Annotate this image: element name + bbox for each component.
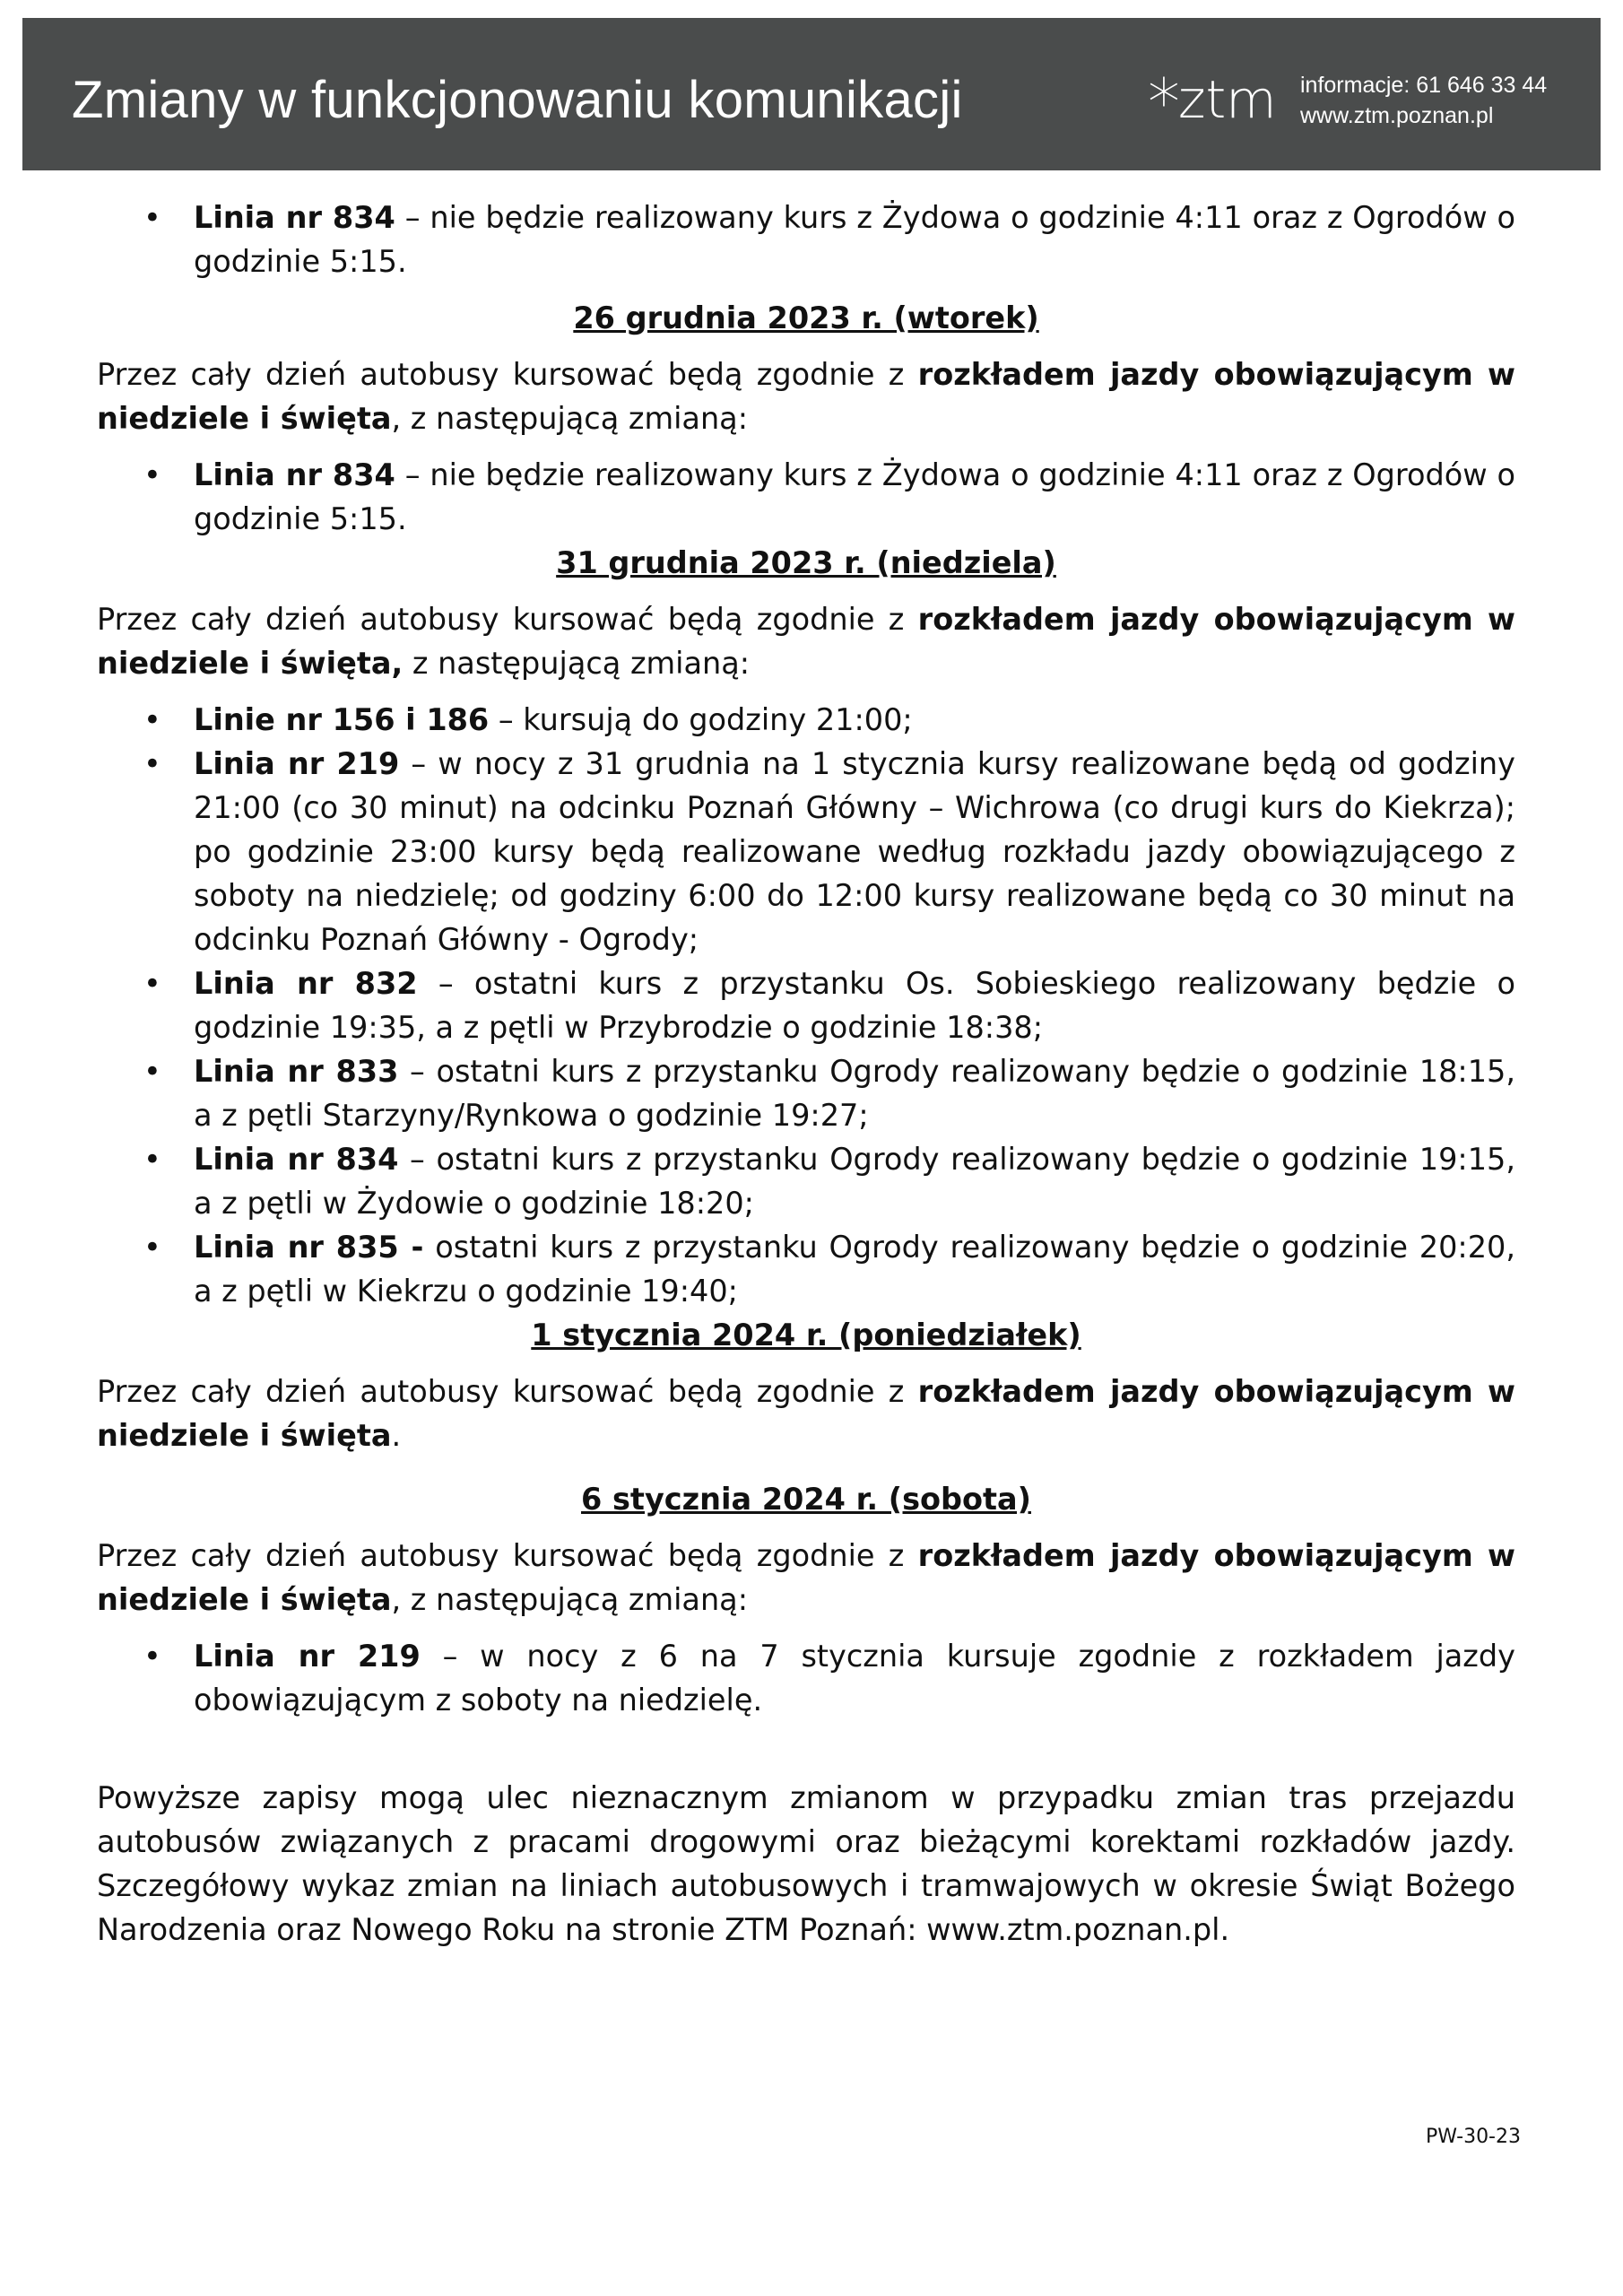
page-code: PW-30-23 xyxy=(1426,2126,1521,2148)
section-list xyxy=(97,698,1515,1313)
item-text: – ostatni kurs z przystanku Os. Sobieskiego realizowany będzie o godzinie 19:35, a z pętli w Przybrodzie o godzinie 18:38; xyxy=(194,966,1515,1045)
item-text: – nie będzie realizowany kurs z Żydowa o godzinie 4:11 oraz z Ogrodów o godzinie 5:15. xyxy=(194,200,1515,279)
list-item xyxy=(97,742,1515,961)
section-heading: 6 stycznia 2024 r. (sobota) xyxy=(581,1482,1031,1517)
list-item xyxy=(97,1634,1515,1722)
footer-note: Powyższe zapisy mogą ulec nieznacznym zmianom w przypadku zmian tras przejazdu autobusów związanych z pracami drogowymi oraz bieżącymi korektami rozkładów jazdy. Szczegółowy wykaz zmian na liniach autobusowych i tramwajowych w okresie Świąt Bożego Narodzenia oraz Nowego Roku na stronie ZTM Poznań: www.ztm.poznan.pl. xyxy=(97,1780,1515,1947)
contact-phone: informacje: 61 646 33 44 xyxy=(1300,73,1548,98)
line-number: Linia nr 834 xyxy=(194,1142,399,1177)
list-item xyxy=(97,1225,1515,1313)
line-number: Linie nr 156 i 186 xyxy=(194,702,490,737)
bullet-icon: • xyxy=(143,457,161,492)
bullet-icon: • xyxy=(143,966,161,1001)
list-item xyxy=(97,1049,1515,1137)
section-heading: 1 stycznia 2024 r. (poniedziałek) xyxy=(531,1318,1081,1352)
list-item xyxy=(97,453,1515,541)
bullet-icon: • xyxy=(143,746,161,781)
line-number: Linia nr 834 xyxy=(194,457,395,492)
list-item xyxy=(97,961,1515,1049)
contact-info xyxy=(1300,70,1547,131)
section-list xyxy=(97,453,1515,541)
item-text: – w nocy z 31 grudnia na 1 stycznia kursy realizowane będą od godziny 21:00 (co 30 minut) na odcinku Poznań Główny – Wichrowa (co drugi kurs do Kiekrza); po godzinie 23:00 kursy będą realizowane według rozkładu jazdy obowiązującego z soboty na niedzielę; od godziny 6:00 do 12:00 kursy realizowane będą co 30 minut na odcinku Poznań Główny - Ogrody; xyxy=(194,746,1515,957)
bullet-icon: • xyxy=(143,200,161,235)
line-number: Linia nr 834 xyxy=(194,200,395,235)
section-heading: 31 grudnia 2023 r. (niedziela) xyxy=(556,545,1056,580)
intro-list xyxy=(97,196,1515,283)
bullet-icon: • xyxy=(143,702,161,737)
line-number: Linia nr 835 - xyxy=(194,1230,424,1265)
line-number: Linia nr 833 xyxy=(194,1054,399,1089)
section-lead: Przez cały dzień autobusy kursować będą zgodnie z rozkładem jazdy obowiązującym w niedziele i święta. xyxy=(97,1374,1515,1453)
line-number: Linia nr 219 xyxy=(194,1639,421,1674)
contact-website[interactable]: www.ztm.poznan.pl xyxy=(1300,103,1494,128)
section-lead: Przez cały dzień autobusy kursować będą zgodnie z rozkładem jazdy obowiązującym w niedziele i święta, z następującą zmianą: xyxy=(97,1538,1515,1617)
item-text: – nie będzie realizowany kurs z Żydowa o godzinie 4:11 oraz z Ogrodów o godzinie 5:15. xyxy=(194,457,1515,536)
document-body xyxy=(97,196,1515,1952)
item-text: – w nocy z 6 na 7 stycznia kursuje zgodnie z rozkładem jazdy obowiązującym z soboty na niedzielę. xyxy=(194,1639,1515,1718)
page-header xyxy=(22,18,1601,170)
section-heading: 26 grudnia 2023 r. (wtorek) xyxy=(573,300,1039,335)
logo-text: ztm xyxy=(1178,69,1277,130)
page-title: Zmiany w funkcjonowaniu komunikacji xyxy=(72,71,963,129)
section-lead: Przez cały dzień autobusy kursować będą zgodnie z rozkładem jazdy obowiązującym w niedziele i święta, z następującą zmianą: xyxy=(97,602,1515,681)
ztm-logo xyxy=(1148,63,1277,140)
bullet-icon: • xyxy=(143,1230,161,1265)
item-text: – kursują do godziny 21:00; xyxy=(489,702,913,737)
item-text: – ostatni kurs z przystanku Ogrody realizowany będzie o godzinie 19:15, a z pętli w Żydowie o godzinie 18:20; xyxy=(194,1142,1515,1221)
item-text: ostatni kurs z przystanku Ogrody realizowany będzie o godzinie 20:20, a z pętli w Kiekrzu o godzinie 19:40; xyxy=(194,1230,1515,1309)
asterisk-icon: * xyxy=(1148,65,1180,140)
section-lead: Przez cały dzień autobusy kursować będą zgodnie z rozkładem jazdy obowiązującym w niedziele i święta, z następującą zmianą: xyxy=(97,357,1515,436)
list-item xyxy=(97,196,1515,283)
line-number: Linia nr 219 xyxy=(194,746,400,781)
item-text: – ostatni kurs z przystanku Ogrody realizowany będzie o godzinie 18:15, a z pętli Starzyny/Rynkowa o godzinie 19:27; xyxy=(194,1054,1515,1133)
line-number: Linia nr 832 xyxy=(194,966,418,1001)
bullet-icon: • xyxy=(143,1142,161,1177)
list-item xyxy=(97,1137,1515,1225)
section-list xyxy=(97,1634,1515,1722)
bullet-icon: • xyxy=(143,1639,161,1674)
list-item xyxy=(97,698,1515,742)
bullet-icon: • xyxy=(143,1054,161,1089)
